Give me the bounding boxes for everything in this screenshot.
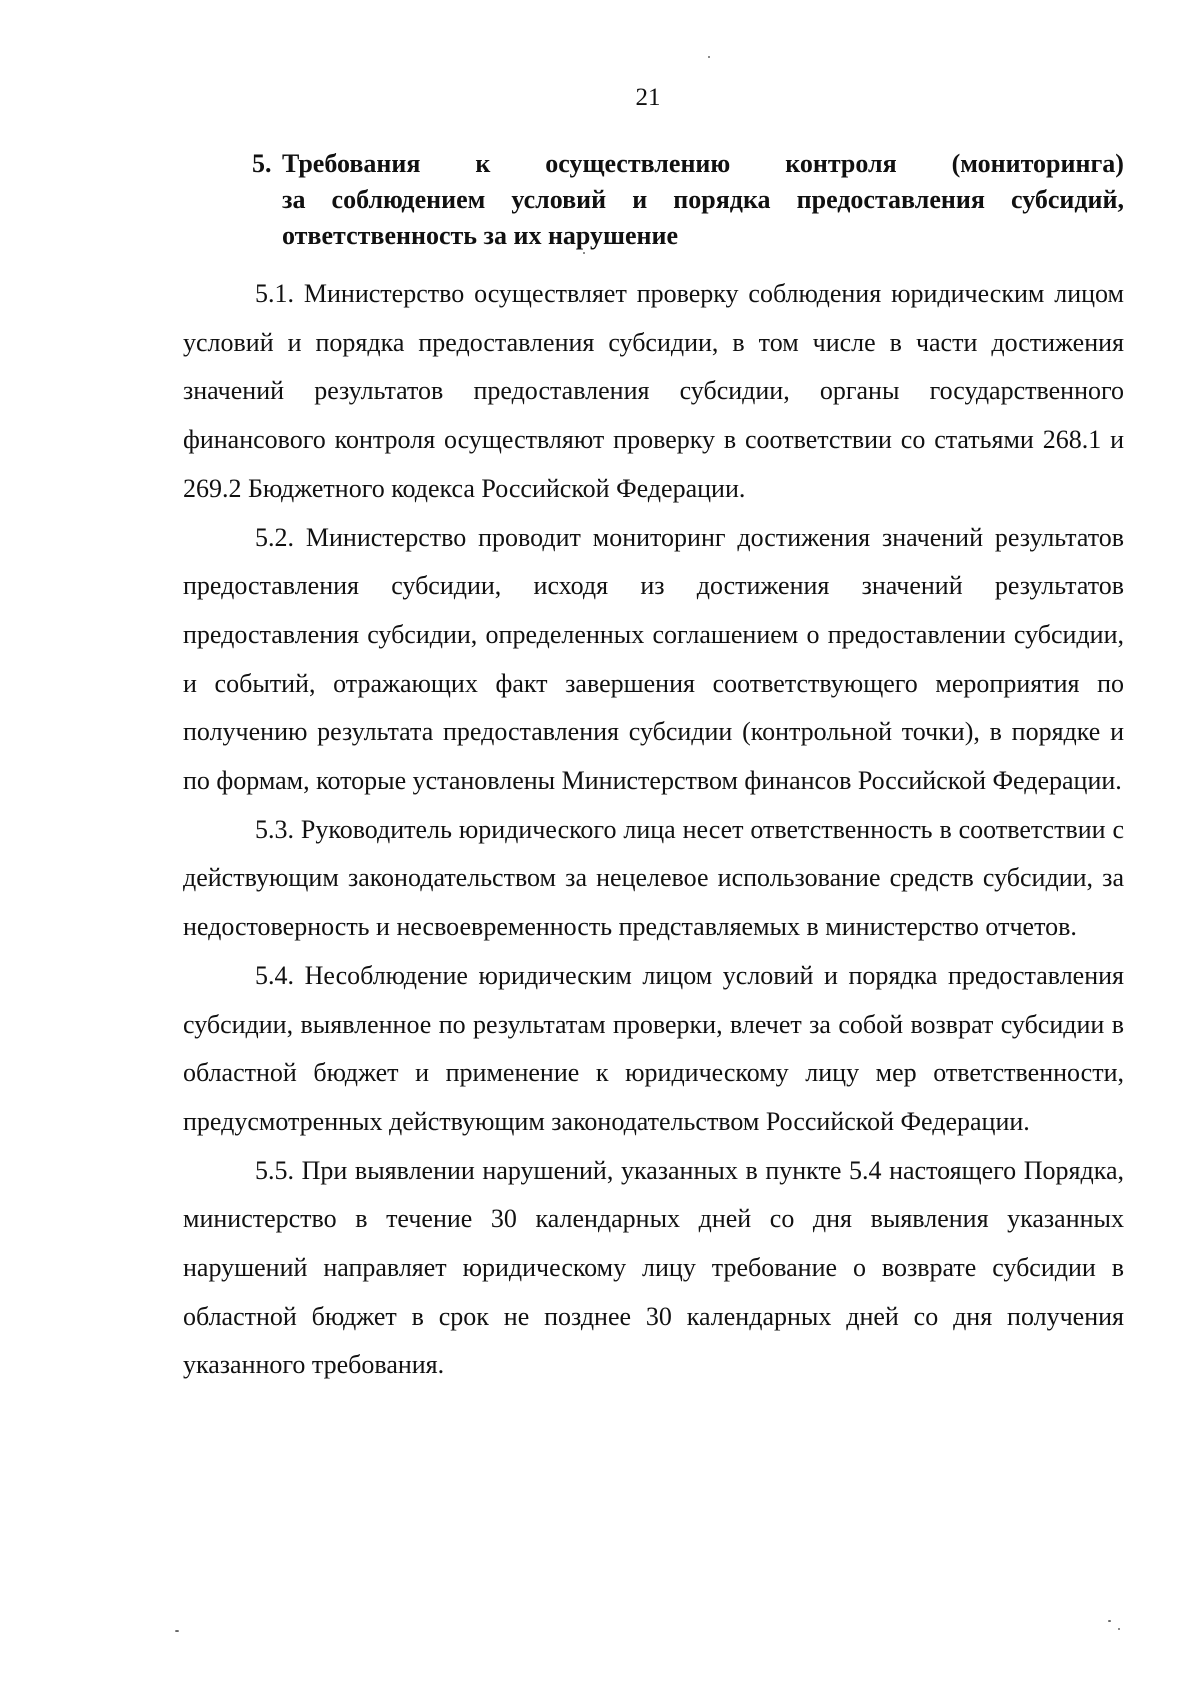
paragraph-number: 5.3. <box>255 814 294 844</box>
paragraph-text: Несоблюдение юридическим лицом условий и порядка предоставления субсидии, выявленное по результатам проверки, влечет за собой возврат субсидии в областной бюджет и применение к юридическому лицу мер ответственности, предусмотренных действующим законодательством Российской Федерации. <box>183 960 1124 1136</box>
paragraph-5-2 <box>183 514 1124 806</box>
scan-speck <box>1118 1628 1120 1630</box>
scan-speck <box>708 56 710 58</box>
paragraph-number: 5.4. <box>255 960 294 990</box>
body-text <box>183 270 1124 1390</box>
paragraph-number: 5.5. <box>255 1155 294 1185</box>
paragraph-number: 5.2. <box>255 522 294 552</box>
paragraph-5-3 <box>183 806 1124 952</box>
section-title-word: (мониторинга) <box>951 149 1124 178</box>
section-title-word: осуществлению <box>545 149 731 178</box>
paragraph-5-5 <box>183 1147 1124 1391</box>
section-title-word: Требования <box>282 149 421 178</box>
paragraph-5-1 <box>183 270 1124 514</box>
section-title <box>252 146 1124 254</box>
page-number: 21 <box>635 84 661 111</box>
paragraph-text: Руководитель юридического лица несет ответственность в соответствии с действующим законодательством за нецелевое использование средств субсидии, за недостоверность и несвоевременность представляемых в министерство отчетов. <box>183 814 1124 942</box>
section-title-word: контроля <box>785 149 897 178</box>
section-number: 5. <box>252 149 272 178</box>
scan-speck <box>1108 1620 1111 1622</box>
section-title-rest: за соблюдением условий и порядка предоставления субсидий, ответственность за их нарушение <box>282 185 1124 250</box>
paragraph-text: Министерство осуществляет проверку соблюдения юридическим лицом условий и порядка предоставления субсидии, в том числе в части достижения значений результатов предоставления субсидии, органы государственного финансового контроля осуществляют проверку в соответствии со статьями 268.1 и 269.2 Бюджетного кодекса Российской Федерации. <box>183 279 1124 503</box>
section-heading <box>252 146 1124 254</box>
paragraph-5-4 <box>183 952 1124 1147</box>
paragraph-text: Министерство проводит мониторинг достижения значений результатов предоставления субсидии, исходя из достижения значений результатов предоставления субсидии, определенных соглашением о предоставлении субсидии, и событий, отражающих факт завершения соответствующего мероприятия по получению результата предоставления субсидии (контрольной точки), в порядке и по формам, которые установлены Министерством финансов Российской Федерации. <box>183 522 1125 796</box>
scan-speck <box>175 1630 179 1632</box>
section-title-word: к <box>475 149 491 178</box>
section-title-line1 <box>282 146 1124 182</box>
paragraph-number: 5.1. <box>255 279 294 308</box>
scan-speck <box>583 252 585 254</box>
paragraph-text: При выявлении нарушений, указанных в пункте 5.4 настоящего Порядка, министерство в течение 30 календарных дней со дня выявления указанных нарушений направляет юридическому лицу требование о возврате субсидии в областной бюджет в срок не позднее 30 календарных дней со дня получения указанного требования. <box>183 1155 1125 1380</box>
